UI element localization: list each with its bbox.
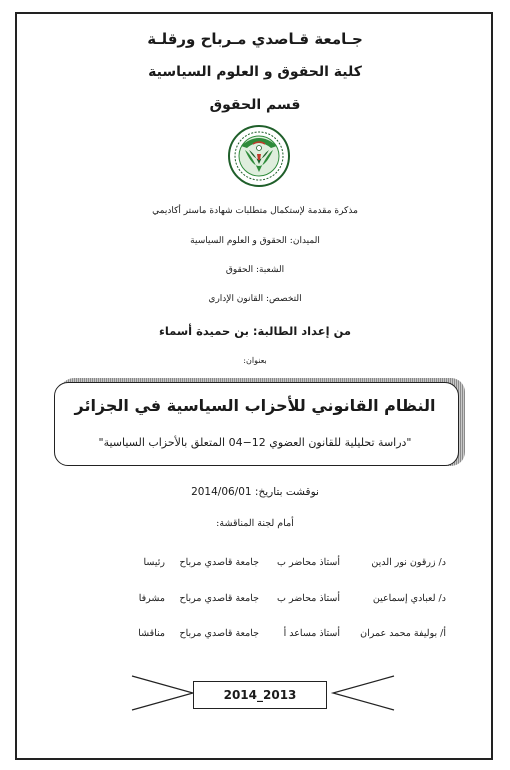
university-emblem-icon xyxy=(227,124,291,188)
jury-role: مناقشا xyxy=(138,628,165,639)
faculty-name: كلية الحقوق و العلوم السياسية xyxy=(148,64,362,80)
university-name: جـامعة قـاصدي مـرباح ورقلـة xyxy=(147,30,363,48)
jury-rank: أستاذ محاضر ب xyxy=(277,557,340,568)
thesis-title: النظام القانوني للأحزاب السياسية في الجزائر xyxy=(74,396,436,415)
defense-date: نوقشت بتاريخ: 2014/06/01 xyxy=(191,486,319,498)
jury-row xyxy=(0,628,510,644)
jury-university: جامعة قاصدي مرباح xyxy=(179,593,259,604)
field-line: الميدان: الحقوق و العلوم السياسية xyxy=(190,236,320,246)
jury-row xyxy=(0,557,510,573)
jury-university: جامعة قاصدي مرباح xyxy=(179,628,259,639)
department-name: قسم الحقوق xyxy=(209,97,301,113)
specialty-line: التخصص: القانون الإداري xyxy=(208,294,302,304)
jury-rank: أستاذ محاضر ب xyxy=(277,593,340,604)
branch-line: الشعبة: الحقوق xyxy=(225,265,285,275)
jury-name: أ/ بوليفة محمد عمران xyxy=(360,628,446,639)
student-name: من إعداد الطالبة: بن حميدة أسماء xyxy=(158,324,352,338)
jury-name: د/ لعبادي إسماعين xyxy=(372,593,446,604)
title-label: بعنوان: xyxy=(243,356,267,365)
jury-row xyxy=(0,593,510,609)
jury-role: رئيسا xyxy=(143,557,165,568)
jury-rank: أستاذ مساعد أ xyxy=(283,628,340,639)
jury-role: مشرفا xyxy=(138,593,165,604)
committee-label: أمام لجنة المناقشة: xyxy=(216,518,294,529)
jury-university: جامعة قاصدي مرباح xyxy=(179,557,259,568)
memo-statement: مذكرة مقدمة لإستكمال متطلبات شهادة ماستر أكاديمي xyxy=(152,206,358,216)
title-box xyxy=(54,382,459,466)
thesis-subtitle: "دراسة تحليلية للقانون العضوي 12−04 المتعلق بالأحزاب السياسية" xyxy=(98,436,412,449)
academic-year: 2014_2013 xyxy=(193,681,327,709)
jury-name: د/ زرقون نور الدين xyxy=(371,557,446,568)
